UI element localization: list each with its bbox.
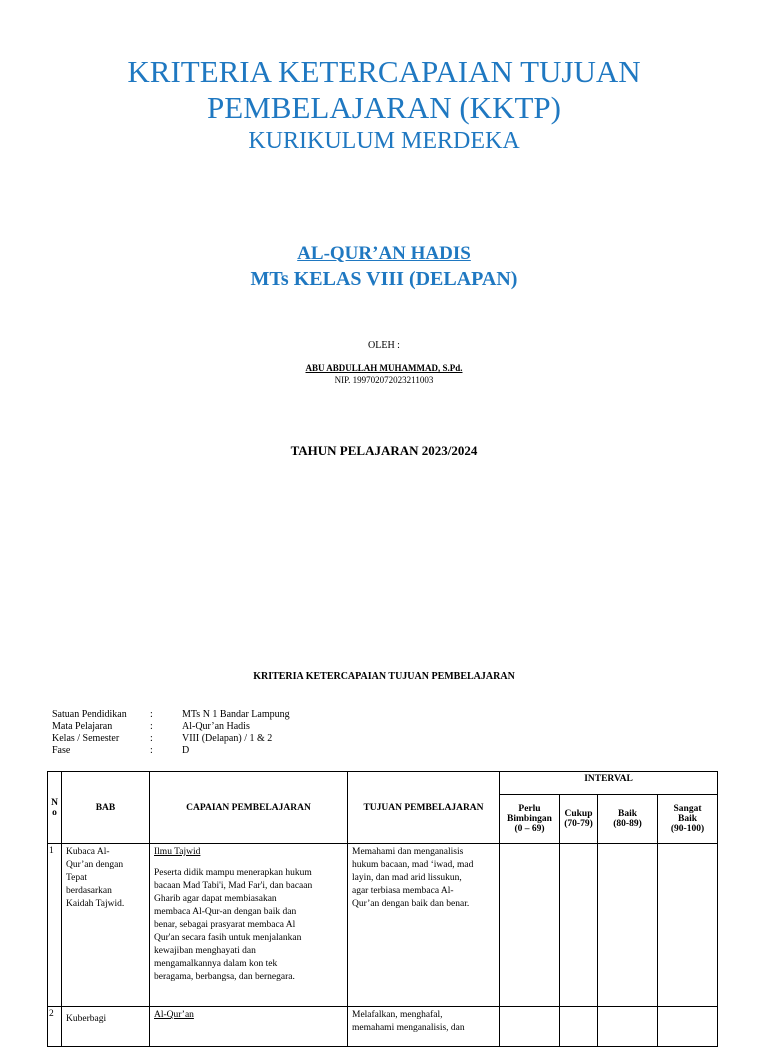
- info-row: [52, 733, 290, 745]
- info-value: VIII (Delapan) / 1 & 2: [182, 733, 273, 744]
- cover-title-line2: PEMBELAJARAN (KKTP): [207, 90, 561, 125]
- bab-line: Kaidah Tajwid.: [66, 899, 125, 909]
- info-row: [52, 709, 290, 721]
- cp-line: Peserta didik mampu menerapkan hukum: [154, 868, 312, 878]
- col-no: [48, 772, 62, 844]
- info-label: Fase: [52, 745, 71, 756]
- cover-title-line1: KRITERIA KETERCAPAIAN TUJUAN: [127, 54, 641, 89]
- class-title: MTs KELAS VIII (DELAPAN): [250, 268, 518, 290]
- col-perlu-line: (0 – 69): [514, 824, 545, 834]
- tp-line: hukum bacaan, mad ‘iwad, mad: [352, 860, 474, 870]
- info-colon: :: [150, 745, 153, 756]
- cp-line: benar, sebagai prasyarat membaca Al: [154, 920, 296, 930]
- row-no: 2: [48, 1007, 62, 1047]
- col-cukup: [560, 795, 598, 844]
- col-no-line: o: [52, 807, 57, 818]
- col-baik: [598, 795, 658, 844]
- cell-cukup: [560, 1007, 598, 1047]
- cell-baik: [598, 1007, 658, 1047]
- col-cukup-line: Cukup: [564, 809, 593, 819]
- tp-line: agar terbiasa membaca Al-: [352, 886, 454, 896]
- row-capaian: [150, 1007, 348, 1047]
- info-value: MTs N 1 Bandar Lampung: [182, 709, 290, 720]
- cell-sangat-baik: [658, 844, 718, 1007]
- col-sangat-baik: [658, 795, 718, 844]
- table-row: [48, 844, 718, 1007]
- tp-line: Memahami dan menganalisis: [352, 847, 464, 857]
- info-label: Kelas / Semester: [52, 733, 120, 744]
- col-capaian: CAPAIAN PEMBELAJARAN: [150, 772, 348, 844]
- cell-sangat-baik: [658, 1007, 718, 1047]
- info-row: [52, 721, 290, 733]
- info-value: D: [182, 745, 190, 756]
- cp-line: membaca Al-Qur-an dengan baik dan: [154, 907, 297, 917]
- header-row: [48, 772, 718, 795]
- info-colon: :: [150, 709, 153, 720]
- info-row: [52, 745, 290, 757]
- cp-heading: Ilmu Tajwid: [154, 847, 201, 857]
- kktp-table: [47, 771, 718, 1047]
- row-no: 1: [48, 844, 62, 1007]
- info-colon: :: [150, 721, 153, 732]
- col-sangat-line: Baik: [677, 814, 697, 824]
- info-colon: :: [150, 733, 153, 744]
- cover-subtitle: KURIKULUM MERDEKA: [248, 128, 520, 154]
- cp-heading: Al-Qur’an: [154, 1010, 194, 1020]
- row-bab: [62, 1007, 150, 1047]
- subject-title: AL-QUR’AN HADIS: [297, 243, 471, 264]
- cell-perlu-bimbingan: [500, 1007, 560, 1047]
- bab-line: Qur’an dengan: [66, 860, 124, 870]
- author-name: ABU ABDULLAH MUHAMMAD, S.Pd.: [305, 363, 463, 373]
- info-label: Mata Pelajaran: [52, 721, 113, 732]
- author-nip: NIP. 199702072023211003: [334, 375, 434, 385]
- school-info: [52, 709, 290, 757]
- cp-line: Qur'an secara fasih untuk menjalankan: [154, 933, 302, 943]
- row-capaian: [150, 844, 348, 1007]
- col-sangat-line: (90-100): [670, 824, 705, 834]
- cp-line: bacaan Mad Tabi'i, Mad Far'i, dan bacaan: [154, 881, 313, 891]
- col-interval: INTERVAL: [500, 772, 718, 795]
- bab-line: Tepat: [66, 873, 87, 883]
- col-perlu-bimbingan: [500, 795, 560, 844]
- table-row: [48, 1007, 718, 1047]
- row-tujuan: [348, 844, 500, 1007]
- cp-line: beragama, berbangsa, dan bernegara.: [154, 972, 295, 982]
- cell-baik: [598, 844, 658, 1007]
- cp-line: Gharib agar dapat membiasakan: [154, 894, 277, 904]
- col-perlu-line: Perlu: [518, 804, 541, 814]
- row-tujuan: [348, 1007, 500, 1047]
- col-baik-line: Baik: [617, 809, 637, 819]
- cp-line: kewajiban menghayati dan: [154, 946, 256, 956]
- info-label: Satuan Pendidikan: [52, 709, 127, 720]
- cell-perlu-bimbingan: [500, 844, 560, 1007]
- bab-line: Kuberbagi: [66, 1014, 107, 1024]
- col-baik-line: (80-89): [613, 819, 642, 829]
- info-value: Al-Qur’an Hadis: [182, 721, 250, 732]
- col-cukup-line: (70-79): [564, 819, 593, 829]
- academic-year: TAHUN PELAJARAN 2023/2024: [290, 443, 478, 458]
- col-perlu-line: Bimbingan: [507, 814, 552, 824]
- bab-line: berdasarkan: [66, 886, 112, 896]
- col-sangat-line: Sangat: [673, 804, 702, 814]
- tp-line: Qur’an dengan baik dan benar.: [352, 899, 470, 909]
- tp-line: memahami menganalisis, dan: [352, 1023, 465, 1033]
- bab-line: Kubaca Al-: [66, 847, 110, 857]
- row-bab: [62, 844, 150, 1007]
- cell-cukup: [560, 844, 598, 1007]
- by-label: OLEH :: [368, 340, 400, 351]
- col-bab: BAB: [62, 772, 150, 844]
- cp-line: mengamalkannya dalam kon tek: [154, 959, 278, 969]
- tp-line: layin, dan mad arid lissukun,: [352, 873, 462, 883]
- kktp-title: KRITERIA KETERCAPAIAN TUJUAN PEMBELAJARAN: [253, 671, 515, 682]
- col-no-line: N: [51, 797, 58, 808]
- cover-title: [0, 54, 768, 126]
- tp-line: Melafalkan, menghafal,: [352, 1010, 443, 1020]
- col-tujuan: TUJUAN PEMBELAJARAN: [348, 772, 500, 844]
